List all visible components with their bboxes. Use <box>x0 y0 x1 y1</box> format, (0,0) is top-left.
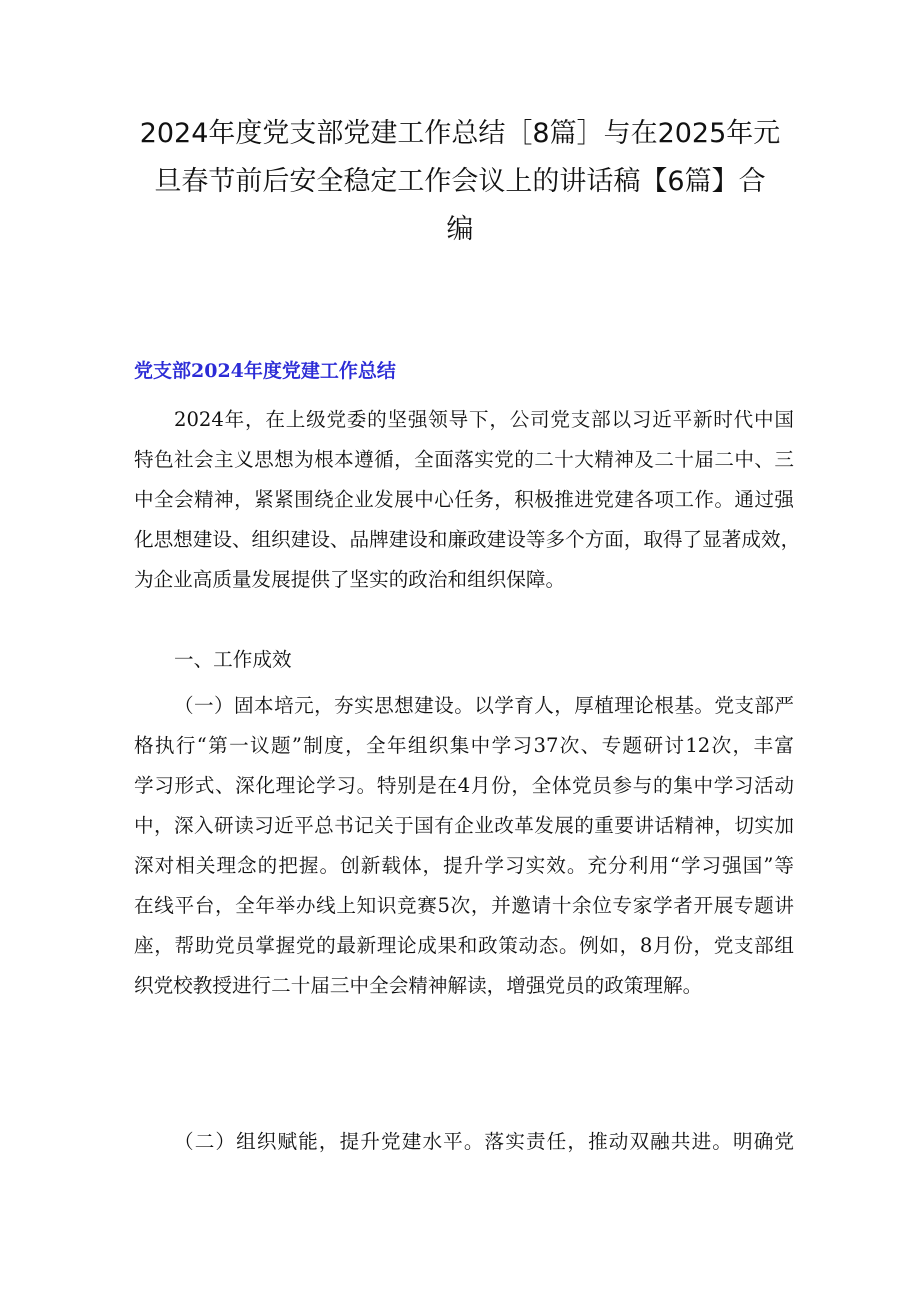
paragraph-ideology <box>134 686 794 1006</box>
title-line: 2024年度党支部党建工作总结［8篇］与在2025年元 <box>139 118 781 149</box>
paragraph-line: 中全会精神，紧紧围绕企业发展中心任务，积极推进党建各项工作。通过强 <box>134 488 794 511</box>
paragraph-organization <box>134 1122 794 1162</box>
document-title <box>110 110 810 254</box>
paragraph-line: 学习形式、深化理论学习。特别是在4月份，全体党员参与的集中学习活动 <box>134 774 794 797</box>
paragraph-line: 为企业高质量发展提供了坚实的政治和组织保障。 <box>134 568 566 591</box>
heading-work-results <box>134 640 794 680</box>
paragraph-line: 座，帮助党员掌握党的最新理论成果和政策动态。例如，8月份，党支部组 <box>134 934 794 957</box>
paragraph-line: 特色社会主义思想为根本遵循，全面落实党的二十大精神及二十届二中、三 <box>134 448 794 471</box>
paragraph-line: （一）固本培元，夯实思想建设。以学育人，厚植理论根基。党支部严 <box>174 694 794 717</box>
title-line: 旦春节前后安全稳定工作会议上的讲话稿【6篇】合 <box>154 166 766 197</box>
paragraph-line: 在线平台，全年举办线上知识竞赛5次，并邀请十余位专家学者开展专题讲 <box>134 894 794 917</box>
paragraph-line: 格执行“第一议题”制度，全年组织集中学习37次、专题研讨12次，丰富 <box>134 734 794 757</box>
paragraph-line: 中，深入研读习近平总书记关于国有企业改革发展的重要讲话精神，切实加 <box>134 814 794 837</box>
paragraph-line: （二）组织赋能，提升党建水平。落实责任，推动双融共进。明确党 <box>174 1130 794 1153</box>
title-line: 编 <box>446 214 474 245</box>
paragraph-line: 深对相关理念的把握。创新载体，提升学习实效。充分利用“学习强国”等 <box>134 854 794 877</box>
section-heading: 党支部2024年度党建工作总结 <box>134 360 396 382</box>
paragraph-line: 2024年，在上级党委的坚强领导下，公司党支部以习近平新时代中国 <box>174 408 794 431</box>
subheading: 一、工作成效 <box>174 648 292 671</box>
paragraph-intro <box>134 400 801 600</box>
paragraph-line: 化思想建设、组织建设、品牌建设和廉政建设等多个方面，取得了显著成效， <box>134 528 801 551</box>
paragraph-line: 织党校教授进行二十届三中全会精神解读，增强党员的政策理解。 <box>134 974 703 997</box>
